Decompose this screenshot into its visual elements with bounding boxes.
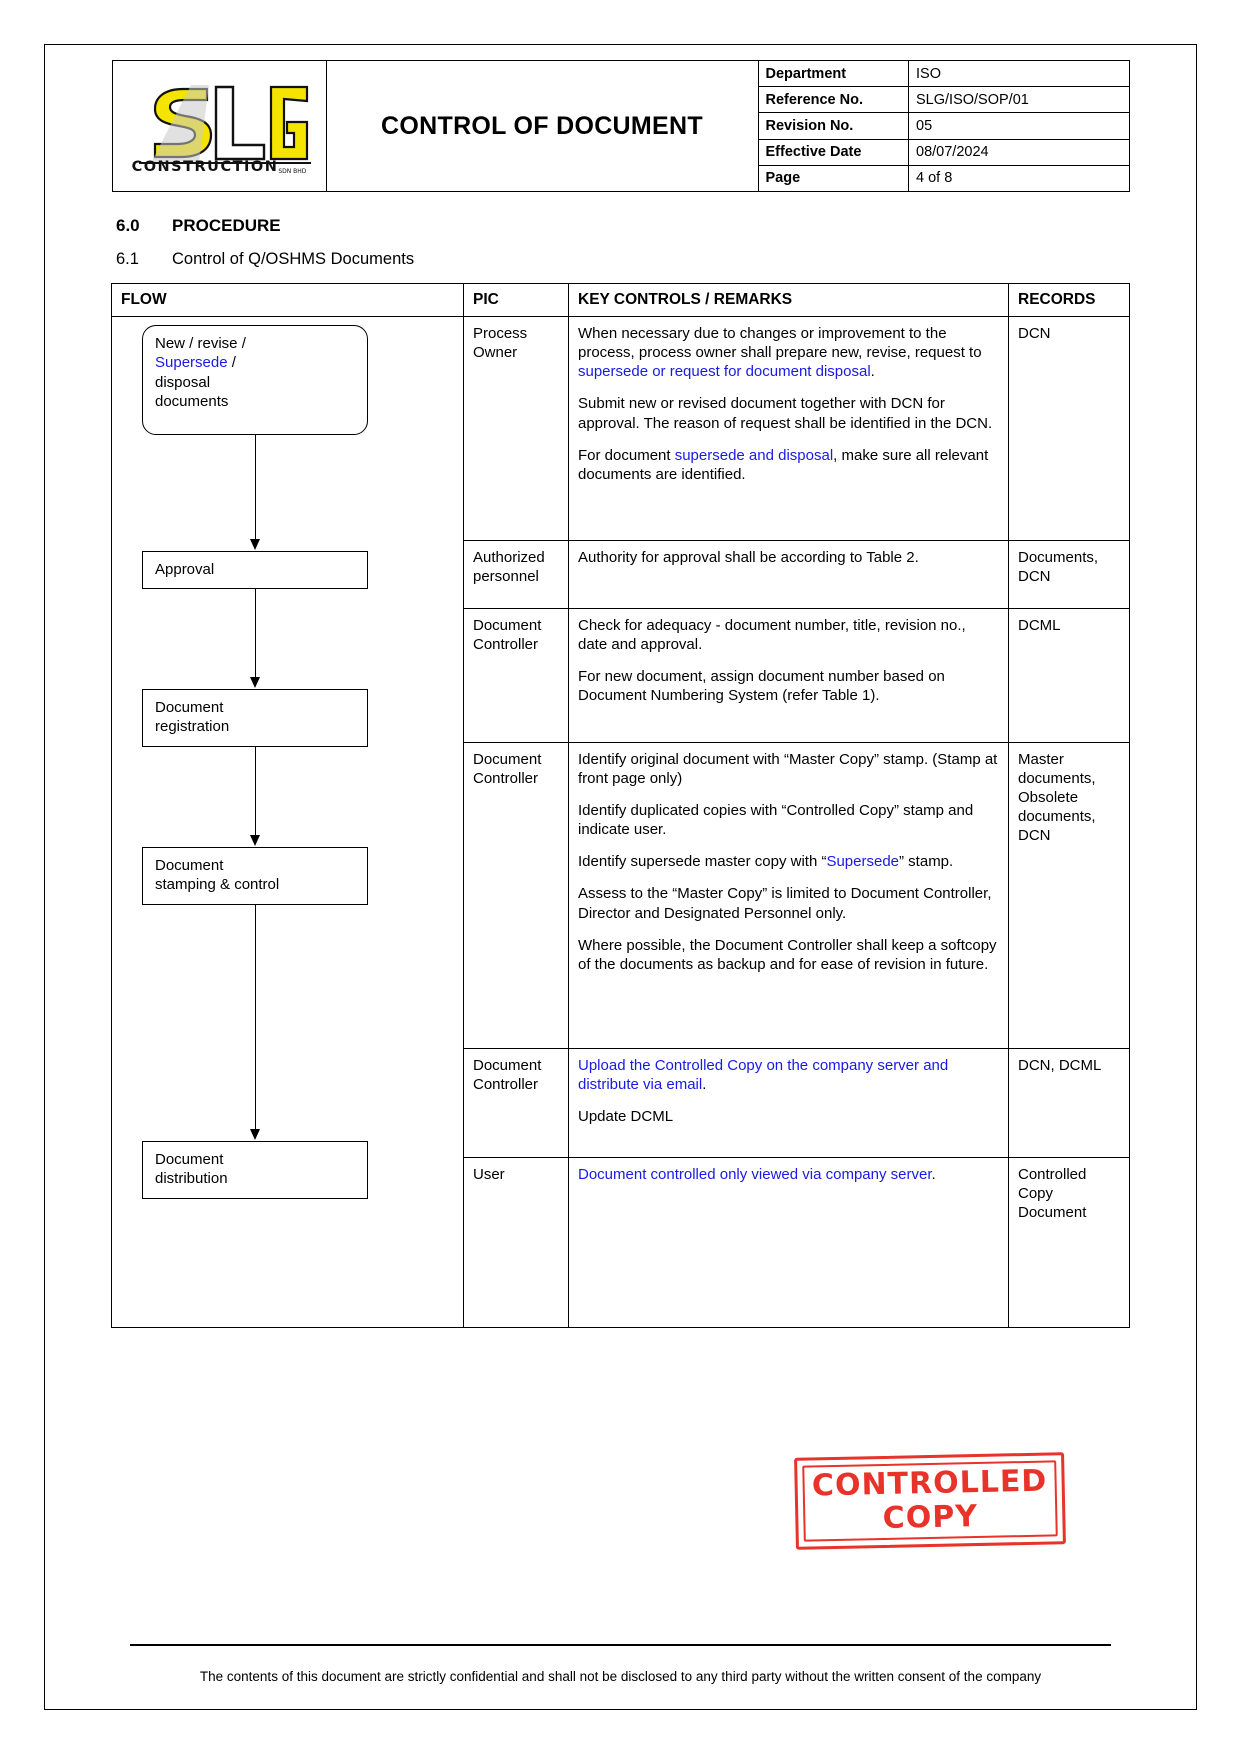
flow-connector <box>255 435 256 543</box>
cell-records: DCML <box>1009 608 1130 742</box>
table-header-row <box>112 284 1130 317</box>
cell-key-controls <box>569 316 1009 540</box>
cell-pic: Document Controller <box>464 608 569 742</box>
meta-value-department: ISO <box>909 61 1129 87</box>
subsection-heading <box>116 250 1177 269</box>
flow-arrowhead-icon <box>250 835 260 846</box>
cell-key-controls <box>569 540 1009 608</box>
company-logo <box>113 61 327 191</box>
controlled-copy-stamp <box>794 1452 1066 1550</box>
flow-diagram-cell <box>112 316 464 1327</box>
cell-records: Master documents, Obsolete documents, DCN <box>1009 742 1130 1048</box>
meta-label-page: Page <box>759 165 909 191</box>
cell-records: Controlled Copy Document <box>1009 1157 1130 1327</box>
flow-node-line: Supersede / <box>155 354 236 372</box>
flow-node-line: Document <box>155 856 224 874</box>
column-header-key-controls: KEY CONTROLS / REMARKS <box>569 284 1009 317</box>
flow-connector <box>255 589 256 681</box>
flow-node-document-stamping <box>142 847 368 905</box>
stamp-line-2: COPY <box>882 1499 979 1536</box>
paragraph: Identify supersede master copy with “Supersede” stamp. <box>578 853 954 871</box>
cell-key-controls <box>569 742 1009 1048</box>
meta-row-revision-no <box>759 113 1129 139</box>
logo-graphic <box>121 67 317 185</box>
flow-node-line: Document <box>155 1150 224 1168</box>
meta-value-page: 4 of 8 <box>909 165 1129 191</box>
section-number: 6.0 <box>116 216 140 235</box>
meta-value-revision-no: 05 <box>909 113 1129 139</box>
meta-label-revision-no: Revision No. <box>759 113 909 139</box>
cell-records: DCN, DCML <box>1009 1048 1130 1157</box>
flow-node-line: New / revise / <box>155 334 246 352</box>
paragraph: Document controlled only viewed via company server. <box>578 1165 936 1183</box>
flow-node-document-registration <box>142 689 368 747</box>
section-title: PROCEDURE <box>172 216 281 235</box>
meta-label-department: Department <box>759 61 909 87</box>
stamp-line-1: CONTROLLED <box>811 1463 1048 1504</box>
flow-node-line: registration <box>155 718 230 736</box>
meta-row-reference-no <box>759 87 1129 113</box>
flow-connector <box>255 905 256 1133</box>
paragraph: Assess to the “Master Copy” is limited to Document Controller, Director and Designated Personnel only. <box>578 885 992 922</box>
meta-label-reference-no: Reference No. <box>759 87 909 113</box>
column-header-records: RECORDS <box>1009 284 1130 317</box>
paragraph: Where possible, the Document Controller shall keep a softcopy of the documents as backup and for ease of revision in future. <box>578 936 997 974</box>
cell-key-controls <box>569 1048 1009 1157</box>
flow-node-line: stamping & control <box>155 876 280 894</box>
paragraph: Update DCML <box>578 1107 674 1125</box>
cell-pic: Authorized personnel <box>464 540 569 608</box>
meta-value-effective-date: 08/07/2024 <box>909 139 1129 165</box>
paragraph: Identify original document with “Master Copy” stamp. (Stamp at front page only) <box>578 750 998 787</box>
paragraph: Check for adequacy - document number, title, revision no., date and approval. <box>578 616 966 653</box>
paragraph: When necessary due to changes or improvement to the process, process owner shall prepare new, revise, request to supersede or request for document disposal. <box>578 324 982 381</box>
cell-pic: Document Controller <box>464 742 569 1048</box>
footer-divider <box>130 1644 1111 1646</box>
flow-node-line: Approval <box>155 560 215 578</box>
column-header-flow: FLOW <box>112 284 464 317</box>
table-row <box>112 316 1130 540</box>
flow-node-line: disposal <box>155 373 211 391</box>
flow-node-document-distribution <box>142 1141 368 1199</box>
flow-node-line: distribution <box>155 1170 228 1188</box>
meta-row-department <box>759 61 1129 87</box>
footer-confidentiality-note: The contents of this document are strictly confidential and shall not be disclosed to any third party without the written consent of the company <box>199 1669 1042 1684</box>
header-meta-table <box>759 61 1129 191</box>
meta-row-effective-date <box>759 139 1129 165</box>
logo-wordmark: CONSTRUCTIONSDN BHD <box>131 159 307 175</box>
paragraph: For document supersede and disposal, make sure all relevant documents are identified. <box>578 446 989 483</box>
page-title: CONTROL OF DOCUMENT <box>327 61 759 191</box>
flow-node-approval <box>142 551 368 589</box>
cell-pic: Document Controller <box>464 1048 569 1157</box>
cell-key-controls <box>569 1157 1009 1327</box>
flow-connector <box>255 747 256 839</box>
flow-arrowhead-icon <box>250 539 260 550</box>
flow-node-line: Document <box>155 698 224 716</box>
subsection-number: 6.1 <box>116 250 139 268</box>
paragraph: Submit new or revised document together with DCN for approval. The reason of request shall be identified in the DCN. <box>578 395 993 432</box>
meta-label-effective-date: Effective Date <box>759 139 909 165</box>
flow-node-line: documents <box>155 393 229 411</box>
flow-node-new-revise <box>142 325 368 435</box>
document-header <box>112 60 1130 192</box>
cell-records: DCN <box>1009 316 1130 540</box>
column-header-pic: PIC <box>464 284 569 317</box>
meta-row-page <box>759 165 1129 191</box>
flow-diagram <box>112 317 463 1327</box>
paragraph: For new document, assign document number based on Document Numbering System (refer Table 1). <box>578 668 945 705</box>
section-heading <box>116 216 1177 236</box>
flow-arrowhead-icon <box>250 1129 260 1140</box>
cell-records: Documents, DCN <box>1009 540 1130 608</box>
paragraph: Authority for approval shall be according to Table 2. <box>578 548 919 566</box>
subsection-title: Control of Q/OSHMS Documents <box>172 250 415 268</box>
cell-pic: Process Owner <box>464 316 569 540</box>
cell-pic: User <box>464 1157 569 1327</box>
meta-value-reference-no: SLG/ISO/SOP/01 <box>909 87 1129 113</box>
cell-key-controls <box>569 608 1009 742</box>
paragraph: Identify duplicated copies with “Controlled Copy” stamp and indicate user. <box>578 801 974 839</box>
procedure-table <box>111 283 1130 1328</box>
flow-arrowhead-icon <box>250 677 260 688</box>
paragraph: Upload the Controlled Copy on the company server and distribute via email. <box>578 1056 949 1093</box>
